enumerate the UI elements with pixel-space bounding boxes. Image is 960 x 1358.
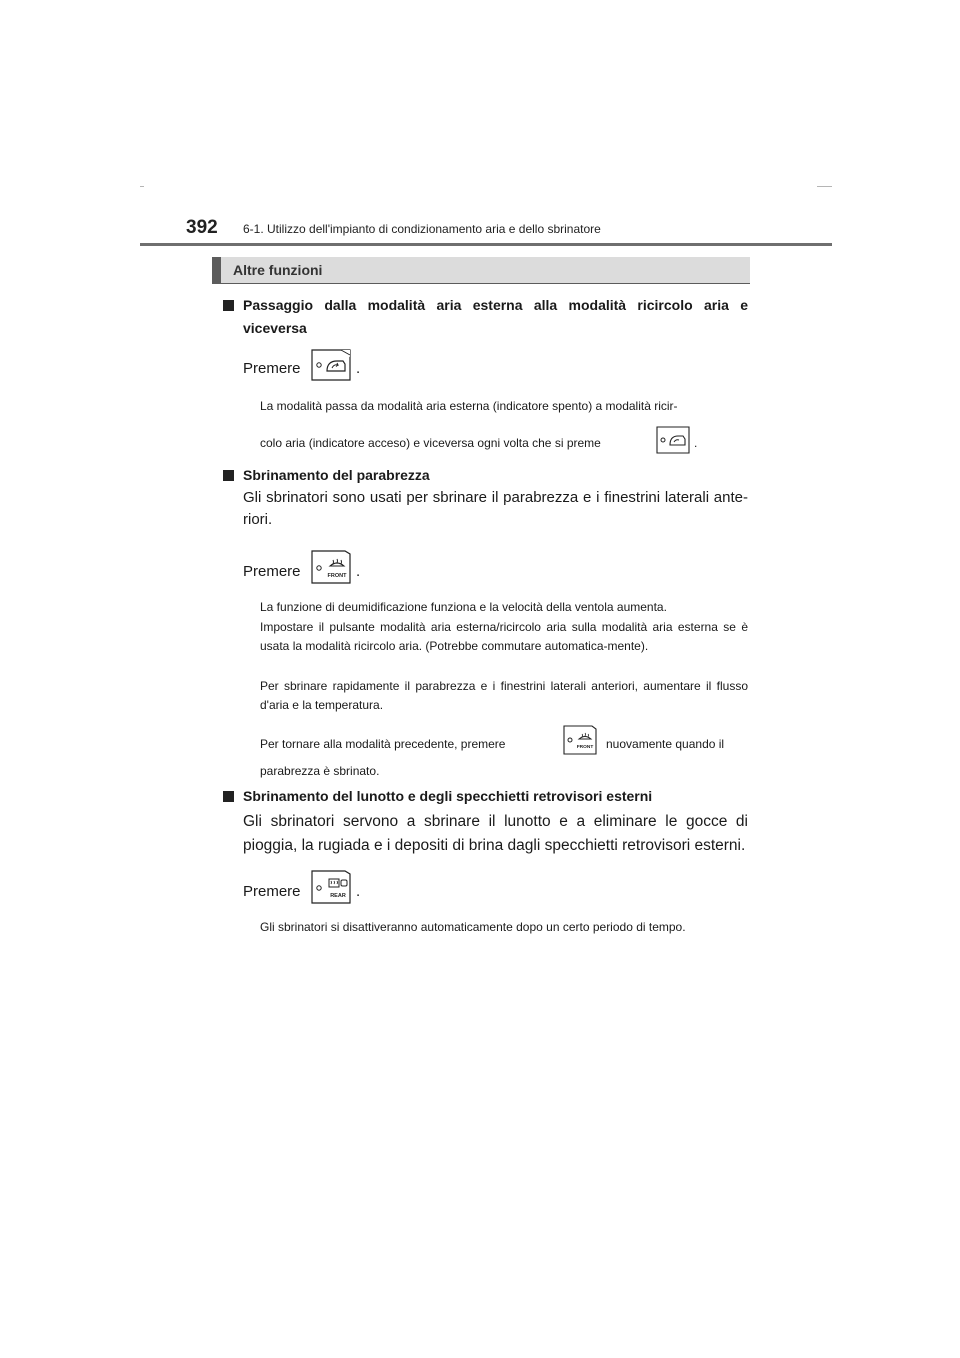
recirc-note-line1: La modalità passa da modalità aria esterna (indicatore spento) a modalità ricir-: [260, 399, 678, 413]
rear-heading: Sbrinamento del lunotto e degli specchietti retrovisori esterni: [224, 785, 748, 808]
rear-body: Gli sbrinatori servono a sbrinare il lunotto e a eliminare le gocce di pioggia, la rugiada e i depositi di brina dagli specchietti retrovisori esterni.: [243, 813, 748, 854]
front-note2: Impostare il pulsante modalità aria esterna/ricircolo aria sulla modalità aria esterna se è usata la modalità ricircolo aria. (Potrebbe commutare automatica-mente).: [260, 620, 748, 653]
front-press-label: Premere: [243, 563, 301, 580]
recirc-heading: Passaggio dalla modalità aria esterna alla modalità ricircolo aria e viceversa: [224, 294, 748, 340]
front-note4-part2: nuovamente quando il: [606, 737, 725, 751]
chapter-title: 6-1. Utilizzo dell'impianto di condizionamento aria e dello sbrinatore: [243, 222, 601, 236]
front-button-text: FRONT: [327, 573, 347, 579]
crop-mark-left: [140, 186, 144, 187]
front-note3: Per sbrinare rapidamente il parabrezza e i finestrini laterali anteriori, aumentare il flusso d'aria e la temperatura.: [260, 679, 748, 712]
front-defroster-button-icon[interactable]: [311, 550, 351, 584]
recirc-note-line2: colo aria (indicatore acceso) e viceversa ogni volta che si preme: [260, 436, 601, 450]
crop-mark-right: [817, 186, 832, 187]
bullet-square-icon: [223, 300, 234, 311]
front-note4-line2: parabrezza è sbrinato.: [260, 764, 380, 778]
rear-button-text: REAR: [330, 893, 346, 899]
bullet-square-icon: [223, 470, 234, 481]
front-body: Gli sbrinatori sono usati per sbrinare il parabrezza e i finestrini laterali ante-riori.: [243, 489, 748, 528]
front-note1: La funzione di deumidificazione funziona e la velocità della ventola aumenta.: [260, 600, 667, 614]
front-button-text-inline: FRONT: [576, 745, 594, 750]
bullet-square-icon: [223, 791, 234, 802]
section-title-bar: [212, 257, 750, 283]
recirculation-button-icon-inline[interactable]: [656, 426, 690, 454]
section-title: Altre funzioni: [233, 262, 323, 278]
rear-defroster-button-icon[interactable]: [311, 870, 351, 904]
page-number: 392: [186, 217, 218, 238]
section-underline: [212, 283, 750, 284]
front-press-period: .: [356, 563, 361, 580]
front-defroster-button-icon-inline[interactable]: [563, 725, 597, 755]
rear-press-period: .: [356, 883, 361, 900]
rear-note: Gli sbrinatori si disattiveranno automaticamente dopo un certo periodo di tempo.: [260, 920, 686, 934]
front-note4-part1: Per tornare alla modalità precedente, premere: [260, 737, 506, 751]
recirc-press-label: Premere: [243, 360, 301, 377]
rear-press-label: Premere: [243, 883, 301, 900]
recirc-note-period: .: [694, 436, 698, 450]
recirculation-button-icon[interactable]: [311, 349, 351, 381]
front-heading: Sbrinamento del parabrezza: [224, 464, 748, 487]
recirc-press-period: .: [356, 360, 361, 377]
header-rule: [140, 243, 832, 246]
